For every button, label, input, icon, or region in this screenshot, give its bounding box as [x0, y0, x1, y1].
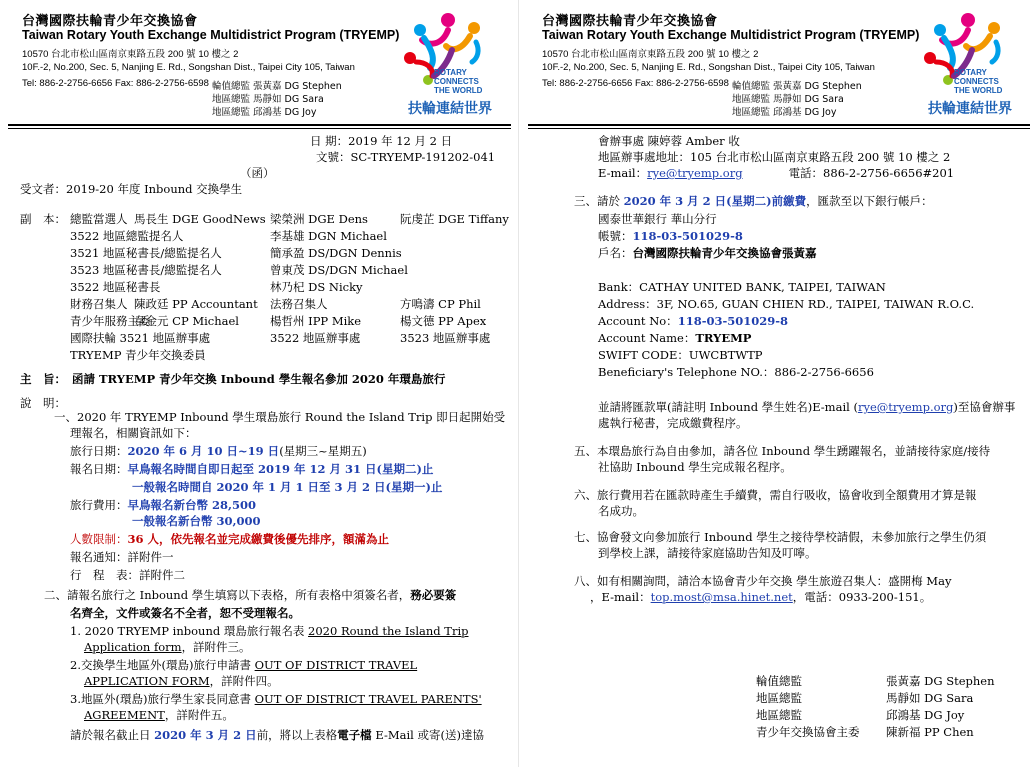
cc-entry: 3522 地區總監提名人 [70, 229, 184, 243]
cc-entry: 財務召集人 [70, 297, 128, 311]
logo-tagline-en: ROTARY CONNECTS THE WORLD [434, 68, 483, 95]
cc-entry: 林乃杞 DS Nicky [270, 280, 363, 294]
header-rule [8, 128, 511, 129]
item-7-text: 到學校上課，請接待家庭協助告知及叮嚀。 [598, 546, 817, 560]
org-name-zh: 台灣國際扶輪青少年交換協會 [542, 14, 718, 29]
logo-tagline-zh: 扶輪連結世界 [408, 101, 492, 117]
governor-line: 地區總監 邱鴻基 DG Joy [732, 107, 837, 118]
email-link[interactable]: top.most@msa.hinet.net [650, 590, 793, 604]
cc-entry: 3521 地區秘書長/總監提名人 [70, 246, 222, 260]
form-3: 3.地區外(環島)旅行學生家長同意書 OUT OF DISTRICT TRAVEL PARENTS' [70, 692, 482, 706]
cc-entry: 阮虔芷 DGE Tiffany [400, 212, 509, 226]
header-rule [528, 128, 1030, 129]
form-3: AGREEMENT，詳附件五。 [84, 708, 234, 722]
page-gap [518, 0, 519, 767]
item-5-text: 社協助 Inbound 學生完成報名程序。 [598, 460, 792, 474]
org-tel-fax: Tel: 886-2-2756-6656 Fax: 886-2-2756-6598 [22, 78, 209, 89]
item-1-text: 一、2020 年 TRYEMP Inbound 學生環島旅行 Round the Island Trip 即日起開始受 [54, 410, 506, 424]
item-8-text: ，E-mail：top.most@msa.hinet.net，電話：0933-200-151。 [590, 590, 932, 604]
org-address-en: 10F.-2, No.200, Sec. 5, Nanjing E. Rd., Songshan Dist., Taipei City 105, Taiwan [22, 62, 355, 73]
governor-line: 地區總監 邱鴻基 DG Joy [212, 107, 317, 118]
limit-row: 人數限制：36 人，依先報名並完成繳費後優先排序，額滿為止 [70, 532, 390, 546]
letterhead [528, 0, 1030, 128]
bank-name-zh: 國泰世華銀行 華山分行 [598, 212, 717, 226]
form-1: Application form，詳附件三。 [84, 640, 251, 654]
office-recipient: 會辦事處 陳婷蓉 Amber 收 [598, 134, 740, 148]
form-1: 1. 2020 TRYEMP inbound 環島旅行報名表 2020 Round the Island Trip [70, 624, 469, 638]
explain-label: 說 明： [20, 396, 66, 410]
account-name-en: Account Name：TRYEMP [598, 331, 752, 345]
cc-entry: 李基雄 DGN Michael [270, 229, 387, 243]
governor-line: 地區總監 馬靜如 DG Sara [212, 94, 324, 105]
cc-entry: 3522 地區辦事處 [270, 331, 361, 345]
reg-date-row: 報名日期：早鳥報名時間自即日起至 2019 年 12 月 31 日(星期二)止 [70, 462, 434, 476]
cc-entry: 簡承盈 DS/DGN Dennis [270, 246, 402, 260]
item-2-text: 二、請報名旅行之 Inbound 學生填寫以下表格，所有表格中須簽名者，務必要簽 [44, 588, 457, 602]
email-link[interactable]: rye@tryemp.org [857, 400, 954, 414]
remit-note: 處執行秘書，完成繳費程序。 [598, 416, 748, 430]
account-zh: 帳號：118-03-501029-8 [598, 229, 743, 243]
office-address: 地區辦事處地址：105 台北市松山區南京東路五段 200 號 10 樓之 2 [598, 150, 951, 164]
org-address-zh: 10570 台北市松山區南京東路五段 200 號 10 樓之 2 [542, 49, 759, 60]
header-rule [8, 124, 511, 126]
beneficiary-tel: Beneficiary's Telephone NO.：886-2-2756-6656 [598, 365, 874, 379]
recipient: 受文者：2019-20 年度 Inbound 交換學生 [20, 182, 243, 196]
cc-entry: 方鳴濤 CP Phil [400, 297, 481, 311]
item-6-text: 六、旅行費用若在匯款時產生手續費，需自行吸收，協會收到全額費用才算是報 [574, 488, 977, 502]
governor-line: 輪值總監 張黃嘉 DG Stephen [212, 81, 342, 92]
item-1-text: 理報名，相關資訊如下： [70, 426, 197, 440]
logo-tagline-en: ROTARY CONNECTS THE WORLD [954, 68, 1003, 95]
subject: 函請 TRYEMP 青少年交換 Inbound 學生報名參加 2020 年環島旅行 [72, 372, 446, 386]
cc-entry: 馬長生 DGE GoodNews [134, 212, 266, 226]
cc-entry: 總監當選人 [70, 212, 128, 226]
cc-entry: TRYEMP 青少年交換委員 [70, 348, 206, 362]
signatory-name: 張黃嘉 DG Stephen [886, 674, 995, 688]
letter-date: 日 期：2019 年 12 月 2 日 [310, 134, 453, 148]
logo-tagline-zh: 扶輪連結世界 [928, 101, 1012, 117]
org-tel-fax: Tel: 886-2-2756-6656 Fax: 886-2-2756-6598 [542, 78, 729, 89]
schedule-row: 行 程 表：詳附件二 [70, 568, 185, 582]
fee-row: 旅行費用：早鳥報名新台幣 28,500 [70, 498, 257, 512]
account-no-en: Account No：118-03-501029-8 [598, 314, 789, 328]
office-contact: E-mail：rye@tryemp.org 電話：886-2-2756-6656#201 [598, 166, 955, 180]
fee-normal: 一般報名新台幣 30,000 [132, 514, 261, 528]
governor-line: 輪值總監 張黃嘉 DG Stephen [732, 81, 862, 92]
notice-row: 報名通知：詳附件一 [70, 550, 174, 564]
cc-entry: 陳政廷 PP Accountant [134, 297, 258, 311]
form-2: APPLICATION FORM，詳附件四。 [84, 674, 279, 688]
item-7-text: 七、協會發文向參加旅行 Inbound 學生之接待學校請假，未參加旅行之學生仍須 [574, 530, 987, 544]
cc-entry: 國際扶輪 3521 地區辦事處 [70, 331, 211, 345]
deadline: 請於報名截止日 2020 年 3 月 2 日前，將以上表格電子檔 E-Mail 或寄(送)達協 [70, 728, 484, 742]
cc-entry: 3523 地區辦事處 [400, 331, 491, 345]
item-2-text: 名齊全，文件或簽名不全者，恕不受理報名。 [70, 606, 300, 620]
org-name-en: Taiwan Rotary Youth Exchange Multidistrict Program (TRYEMP) [22, 28, 400, 42]
cc-entry: 青少年服務主委 [70, 314, 151, 328]
signatory-name: 邱鴻基 DG Joy [886, 708, 965, 722]
travel-date-row: 旅行日期：2020 年 6 月 10 日~19 日(星期三~星期五) [70, 444, 367, 458]
cc-entry: 梁榮洲 DGE Dens [270, 212, 368, 226]
item-3-text: 三、請於 2020 年 3 月 2 日(星期二)前繳費，匯款至以下銀行帳戶： [574, 194, 933, 208]
signatory-name: 馬靜如 DG Sara [886, 691, 974, 705]
item-6-text: 名成功。 [598, 504, 644, 518]
org-name-en: Taiwan Rotary Youth Exchange Multidistrict Program (TRYEMP) [542, 28, 920, 42]
cc-entry: 楊哲州 IPP Mike [270, 314, 362, 328]
cc-entry: 法務召集人 [270, 297, 328, 311]
letterhead [8, 0, 511, 128]
swift-code: SWIFT CODE：UWCBTWTP [598, 348, 763, 362]
item-8-text: 八、如有相關詢問，請洽本協會青少年交換 學生旅遊召集人：盛開梅 May [574, 574, 952, 588]
remit-note: 並請將匯款單(請註明 Inbound 學生姓名)E-mail (rye@tryemp.org)至協會辦事 [598, 400, 1016, 414]
org-name-zh: 台灣國際扶輪青少年交換協會 [22, 14, 198, 29]
cc-entry: 楊文德 PP Apex [400, 314, 487, 328]
document-number: 文號：SC-TRYEMP-191202-041 [316, 150, 496, 164]
item-5-text: 五、本環島旅行為自由參加，請各位 Inbound 學生踴躍報名，並請接待家庭/接待 [574, 444, 991, 458]
form-2: 2.交換學生地區外(環島)旅行申請書 OUT OF DISTRICT TRAVEL [70, 658, 418, 672]
reg-date-normal: 一般報名時間自 2020 年 1 月 1 日至 3 月 2 日(星期一)止 [132, 480, 443, 494]
right-page [528, 0, 1030, 767]
signatory-title: 地區總監 [756, 691, 802, 705]
cc-entry: 3523 地區秘書長/總監提名人 [70, 263, 222, 277]
bank-address-en: Address：3F, NO.65, GUAN CHIEN RD., TAIPEI, TAIWAN R.O.C. [598, 297, 975, 311]
cc-entry: 韋金元 CP Michael [134, 314, 239, 328]
governor-line: 地區總監 馬靜如 DG Sara [732, 94, 844, 105]
account-name-zh: 戶名：台灣國際扶輪青少年交換協會張黃嘉 [598, 246, 817, 260]
email-link[interactable]: rye@tryemp.org [647, 166, 743, 180]
org-address-en: 10F.-2, No.200, Sec. 5, Nanjing E. Rd., Songshan Dist., Taipei City 105, Taiwan [542, 62, 875, 73]
left-page [8, 0, 511, 767]
cc-label: 副 本： [20, 212, 66, 226]
org-address-zh: 10570 台北市松山區南京東路五段 200 號 10 樓之 2 [22, 49, 239, 60]
signatory-title: 青少年交換協會主委 [756, 725, 860, 739]
signatory-name: 陳新福 PP Chen [886, 725, 974, 739]
letter-type: （函） [240, 166, 275, 180]
signatory-title: 地區總監 [756, 708, 802, 722]
subject-label: 主 旨： [20, 372, 66, 386]
cc-entry: 曾東茂 DS/DGN Michael [270, 263, 408, 277]
cc-entry: 3522 地區秘書長 [70, 280, 161, 294]
header-rule [528, 124, 1030, 126]
signatory-title: 輪值總監 [756, 674, 802, 688]
bank-en: Bank：CATHAY UNITED BANK, TAIPEI, TAIWAN [598, 280, 886, 294]
